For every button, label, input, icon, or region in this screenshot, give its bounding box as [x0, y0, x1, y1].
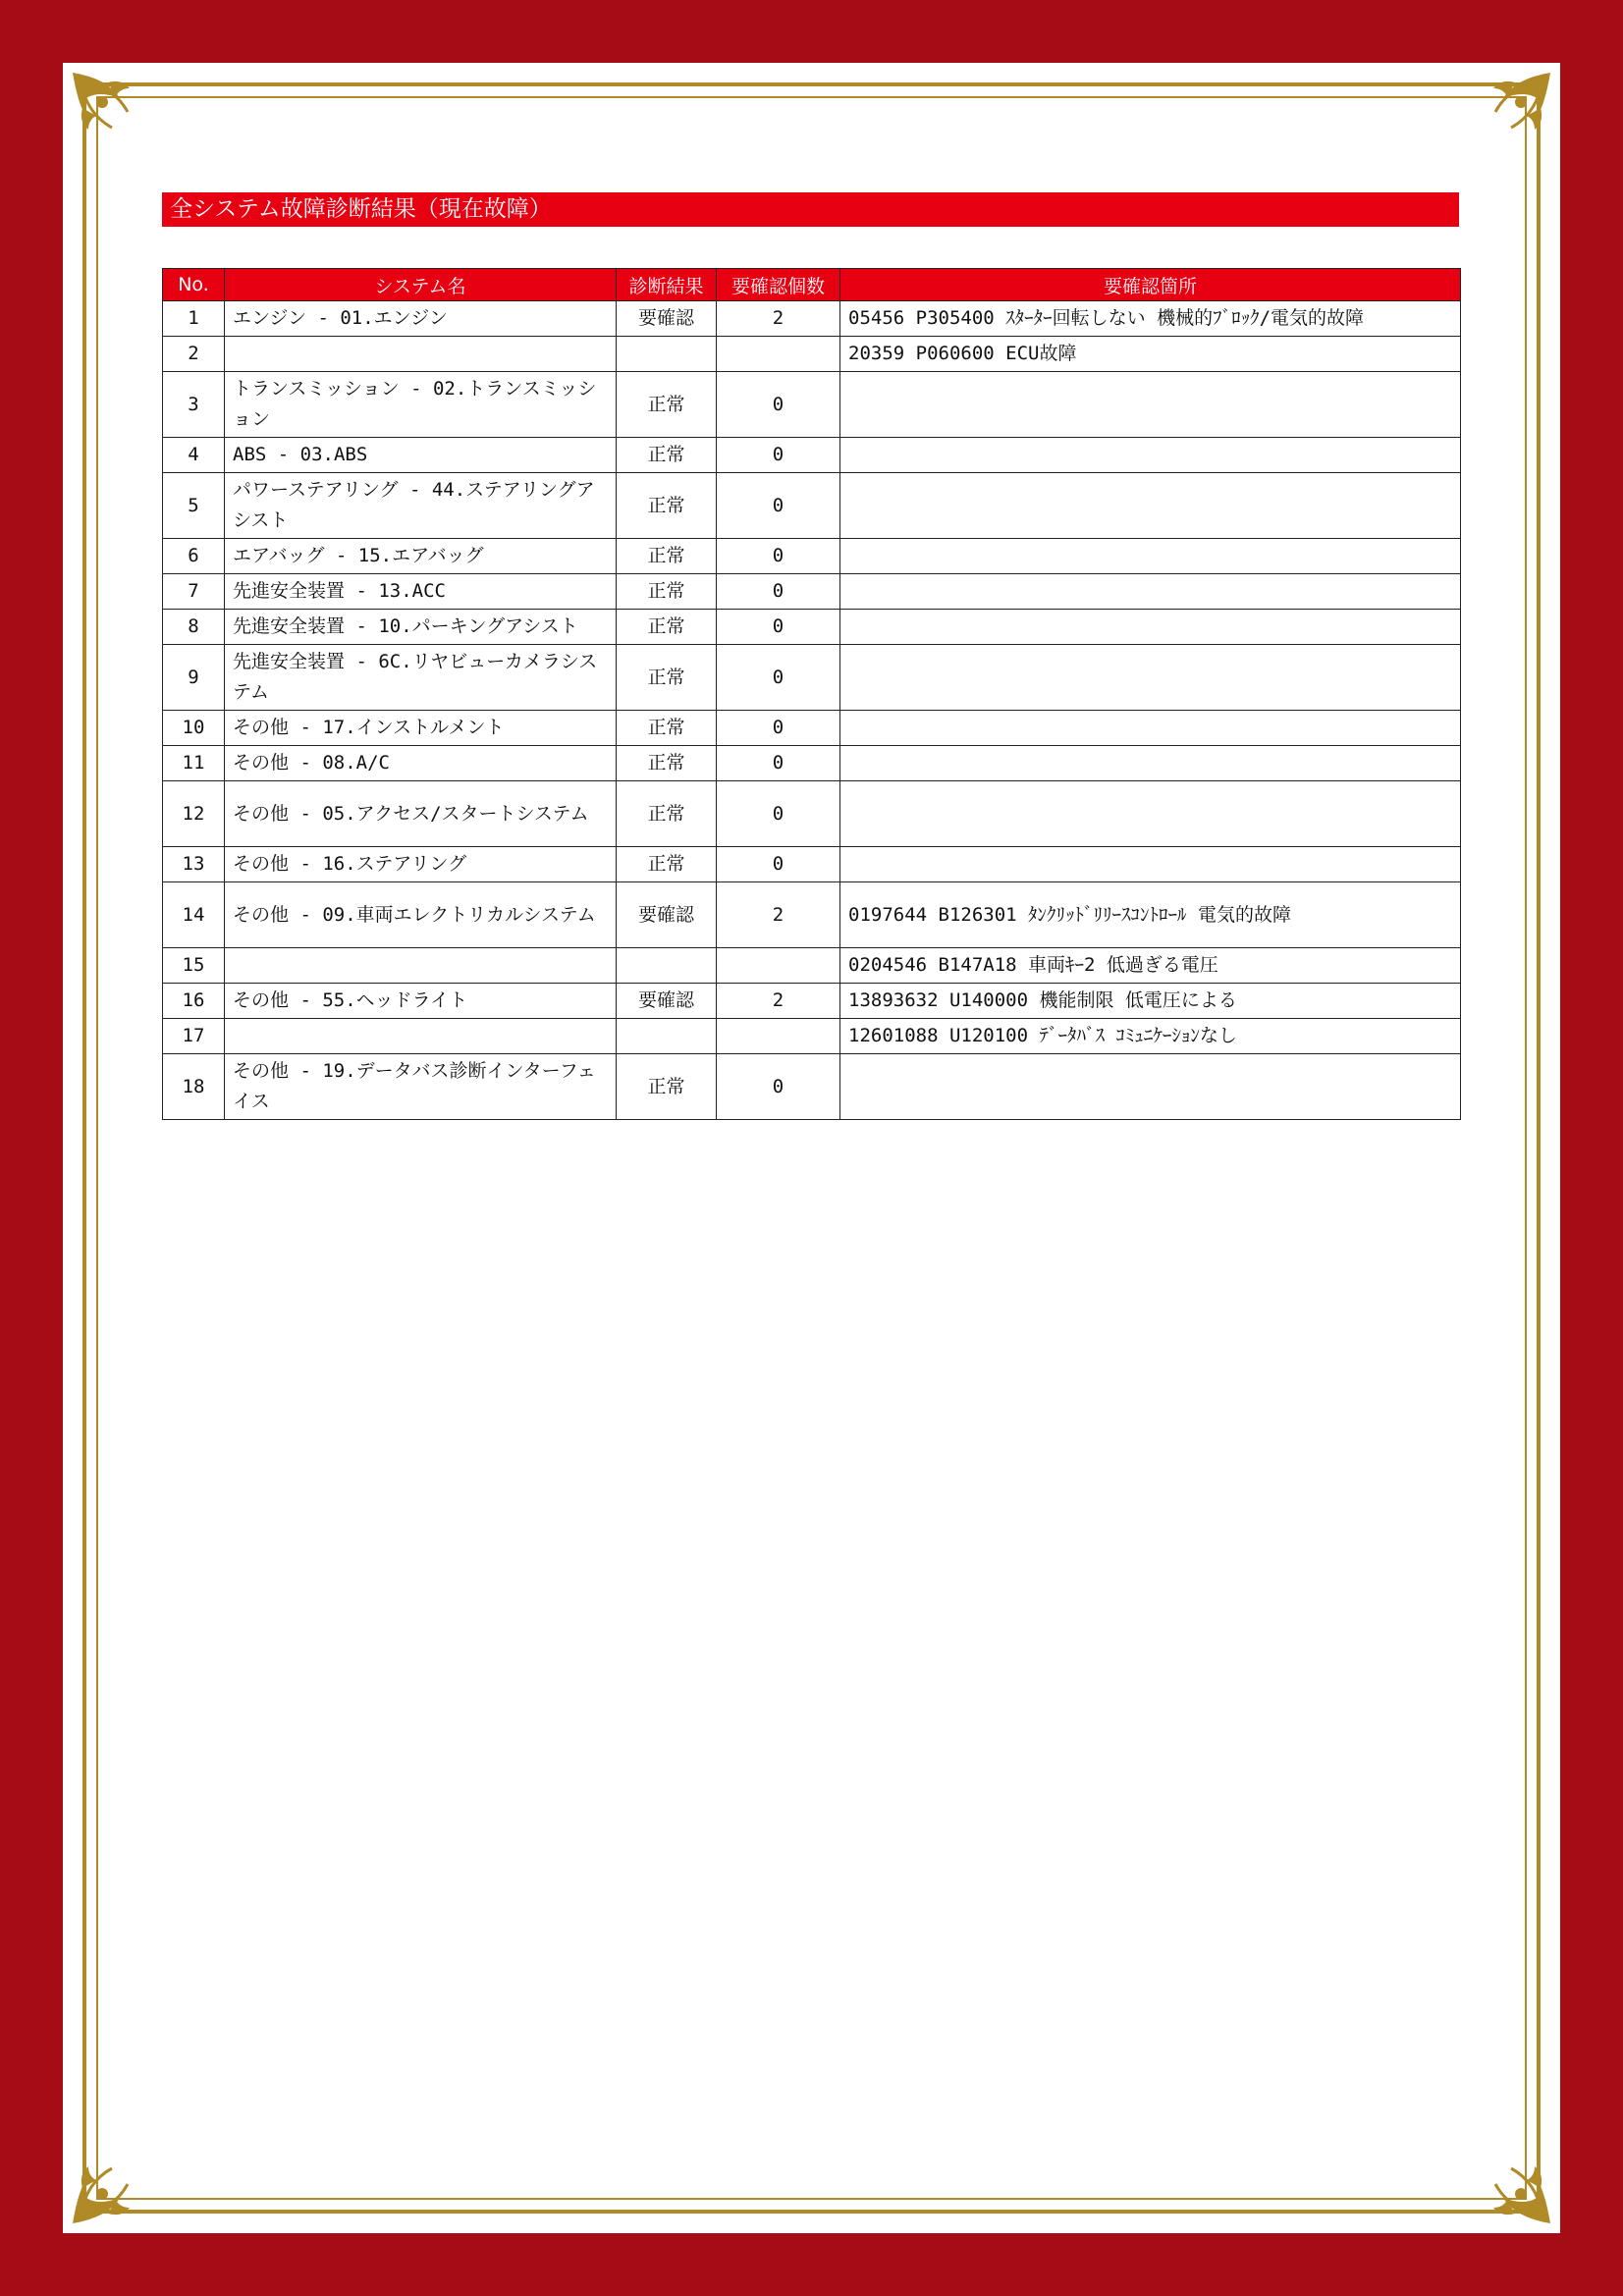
cell-count: 2 [717, 984, 840, 1019]
cell-result: 正常 [617, 746, 717, 781]
cell-count: 0 [717, 438, 840, 473]
table-row [163, 574, 1461, 610]
cell-location [840, 574, 1461, 610]
cell-no: 2 [163, 337, 225, 372]
cell-system-name [225, 948, 617, 984]
cell-count: 0 [717, 574, 840, 610]
cell-no: 18 [163, 1054, 225, 1120]
page-title: 全システム故障診断結果（現在故障） [162, 192, 1459, 227]
corner-ornament-icon [69, 69, 153, 153]
cell-result: 正常 [617, 711, 717, 746]
cell-result: 正常 [617, 610, 717, 645]
cell-count: 0 [717, 473, 840, 539]
header-no: No. [163, 269, 225, 301]
cell-location [840, 372, 1461, 438]
cell-count: 0 [717, 1054, 840, 1120]
cell-no: 3 [163, 372, 225, 438]
header-result: 診断結果 [617, 269, 717, 301]
cell-no: 7 [163, 574, 225, 610]
cell-system-name: その他 - 08.A/C [225, 746, 617, 781]
cell-no: 9 [163, 645, 225, 711]
cell-no: 10 [163, 711, 225, 746]
cell-system-name: ABS - 03.ABS [225, 438, 617, 473]
cell-result: 正常 [617, 781, 717, 847]
table-header-row [163, 269, 1461, 301]
header-system-name: システム名 [225, 269, 617, 301]
cell-result: 正常 [617, 645, 717, 711]
cell-location: 13893632 U140000 機能制限 低電圧による [840, 984, 1461, 1019]
cell-location [840, 539, 1461, 574]
cell-count: 0 [717, 645, 840, 711]
cell-result: 正常 [617, 1054, 717, 1120]
cell-no: 5 [163, 473, 225, 539]
cell-system-name [225, 1019, 617, 1054]
header-count: 要確認個数 [717, 269, 840, 301]
cell-system-name: その他 - 09.車両エレクトリカルシステム [225, 882, 617, 948]
cell-result: 要確認 [617, 882, 717, 948]
table-row [163, 645, 1461, 711]
cell-result: 要確認 [617, 301, 717, 337]
table-row [163, 711, 1461, 746]
corner-ornament-icon [69, 2143, 153, 2227]
cell-system-name: 先進安全装置 - 6C.リヤビューカメラシステム [225, 645, 617, 711]
cell-result: 要確認 [617, 984, 717, 1019]
cell-system-name: 先進安全装置 - 10.パーキングアシスト [225, 610, 617, 645]
table-row [163, 948, 1461, 984]
table-row [163, 746, 1461, 781]
cell-count: 2 [717, 301, 840, 337]
cell-no: 13 [163, 847, 225, 882]
cell-result: 正常 [617, 539, 717, 574]
cell-system-name: その他 - 05.アクセス/スタートシステム [225, 781, 617, 847]
table-row [163, 337, 1461, 372]
cell-result [617, 948, 717, 984]
cell-system-name: エアバッグ - 15.エアバッグ [225, 539, 617, 574]
cell-result: 正常 [617, 372, 717, 438]
cell-system-name: トランスミッション - 02.トランスミッション [225, 372, 617, 438]
cell-location: 0197644 B126301 ﾀﾝｸﾘｯﾄﾞﾘﾘｰｽｺﾝﾄﾛｰﾙ 電気的故障 [840, 882, 1461, 948]
cell-count: 0 [717, 372, 840, 438]
table-body [163, 301, 1461, 1120]
cell-location [840, 645, 1461, 711]
table-row [163, 847, 1461, 882]
table-row [163, 1019, 1461, 1054]
cell-location: 12601088 U120100 ﾃﾞｰﾀﾊﾞｽ ｺﾐｭﾆｹｰｼｮﾝなし [840, 1019, 1461, 1054]
cell-no: 8 [163, 610, 225, 645]
cell-system-name: その他 - 55.ヘッドライト [225, 984, 617, 1019]
cell-result [617, 337, 717, 372]
table-row [163, 301, 1461, 337]
cell-count: 0 [717, 781, 840, 847]
cell-result [617, 1019, 717, 1054]
cell-result: 正常 [617, 574, 717, 610]
cell-system-name: その他 - 17.インストルメント [225, 711, 617, 746]
table-row [163, 438, 1461, 473]
cell-no: 16 [163, 984, 225, 1019]
cell-no: 4 [163, 438, 225, 473]
table-row [163, 781, 1461, 847]
cell-location: 0204546 B147A18 車両ｷｰ2 低過ぎる電圧 [840, 948, 1461, 984]
cell-system-name: 先進安全装置 - 13.ACC [225, 574, 617, 610]
table-row [163, 539, 1461, 574]
corner-ornament-icon [1470, 2143, 1554, 2227]
cell-count: 0 [717, 610, 840, 645]
cell-location [840, 1054, 1461, 1120]
cell-location: 05456 P305400 ｽﾀｰﾀｰ回転しない 機械的ﾌﾞﾛｯｸ/電気的故障 [840, 301, 1461, 337]
cell-count [717, 948, 840, 984]
cell-no: 11 [163, 746, 225, 781]
table-row [163, 984, 1461, 1019]
cell-no: 1 [163, 301, 225, 337]
cell-result: 正常 [617, 847, 717, 882]
diagnosis-table [162, 268, 1461, 1120]
cell-system-name: パワーステアリング - 44.ステアリングアシスト [225, 473, 617, 539]
cell-result: 正常 [617, 473, 717, 539]
cell-count [717, 1019, 840, 1054]
page-paper [63, 63, 1560, 2233]
cell-no: 14 [163, 882, 225, 948]
cell-location [840, 781, 1461, 847]
table-row [163, 372, 1461, 438]
cell-system-name: その他 - 19.データバス診断インターフェイス [225, 1054, 617, 1120]
cell-count: 0 [717, 847, 840, 882]
table-row [163, 610, 1461, 645]
cell-no: 17 [163, 1019, 225, 1054]
cell-count: 0 [717, 711, 840, 746]
cell-location [840, 438, 1461, 473]
cell-location [840, 847, 1461, 882]
cell-location [840, 746, 1461, 781]
cell-no: 12 [163, 781, 225, 847]
cell-location [840, 610, 1461, 645]
cell-result: 正常 [617, 438, 717, 473]
table-row [163, 473, 1461, 539]
cell-system-name: その他 - 16.ステアリング [225, 847, 617, 882]
header-location: 要確認箇所 [840, 269, 1461, 301]
cell-location: 20359 P060600 ECU故障 [840, 337, 1461, 372]
cell-no: 6 [163, 539, 225, 574]
cell-system-name: エンジン - 01.エンジン [225, 301, 617, 337]
cell-system-name [225, 337, 617, 372]
cell-count: 0 [717, 746, 840, 781]
cell-location [840, 711, 1461, 746]
cell-location [840, 473, 1461, 539]
table-row [163, 1054, 1461, 1120]
corner-ornament-icon [1470, 69, 1554, 153]
cell-count [717, 337, 840, 372]
table-row [163, 882, 1461, 948]
cell-count: 2 [717, 882, 840, 948]
cell-no: 15 [163, 948, 225, 984]
cell-count: 0 [717, 539, 840, 574]
